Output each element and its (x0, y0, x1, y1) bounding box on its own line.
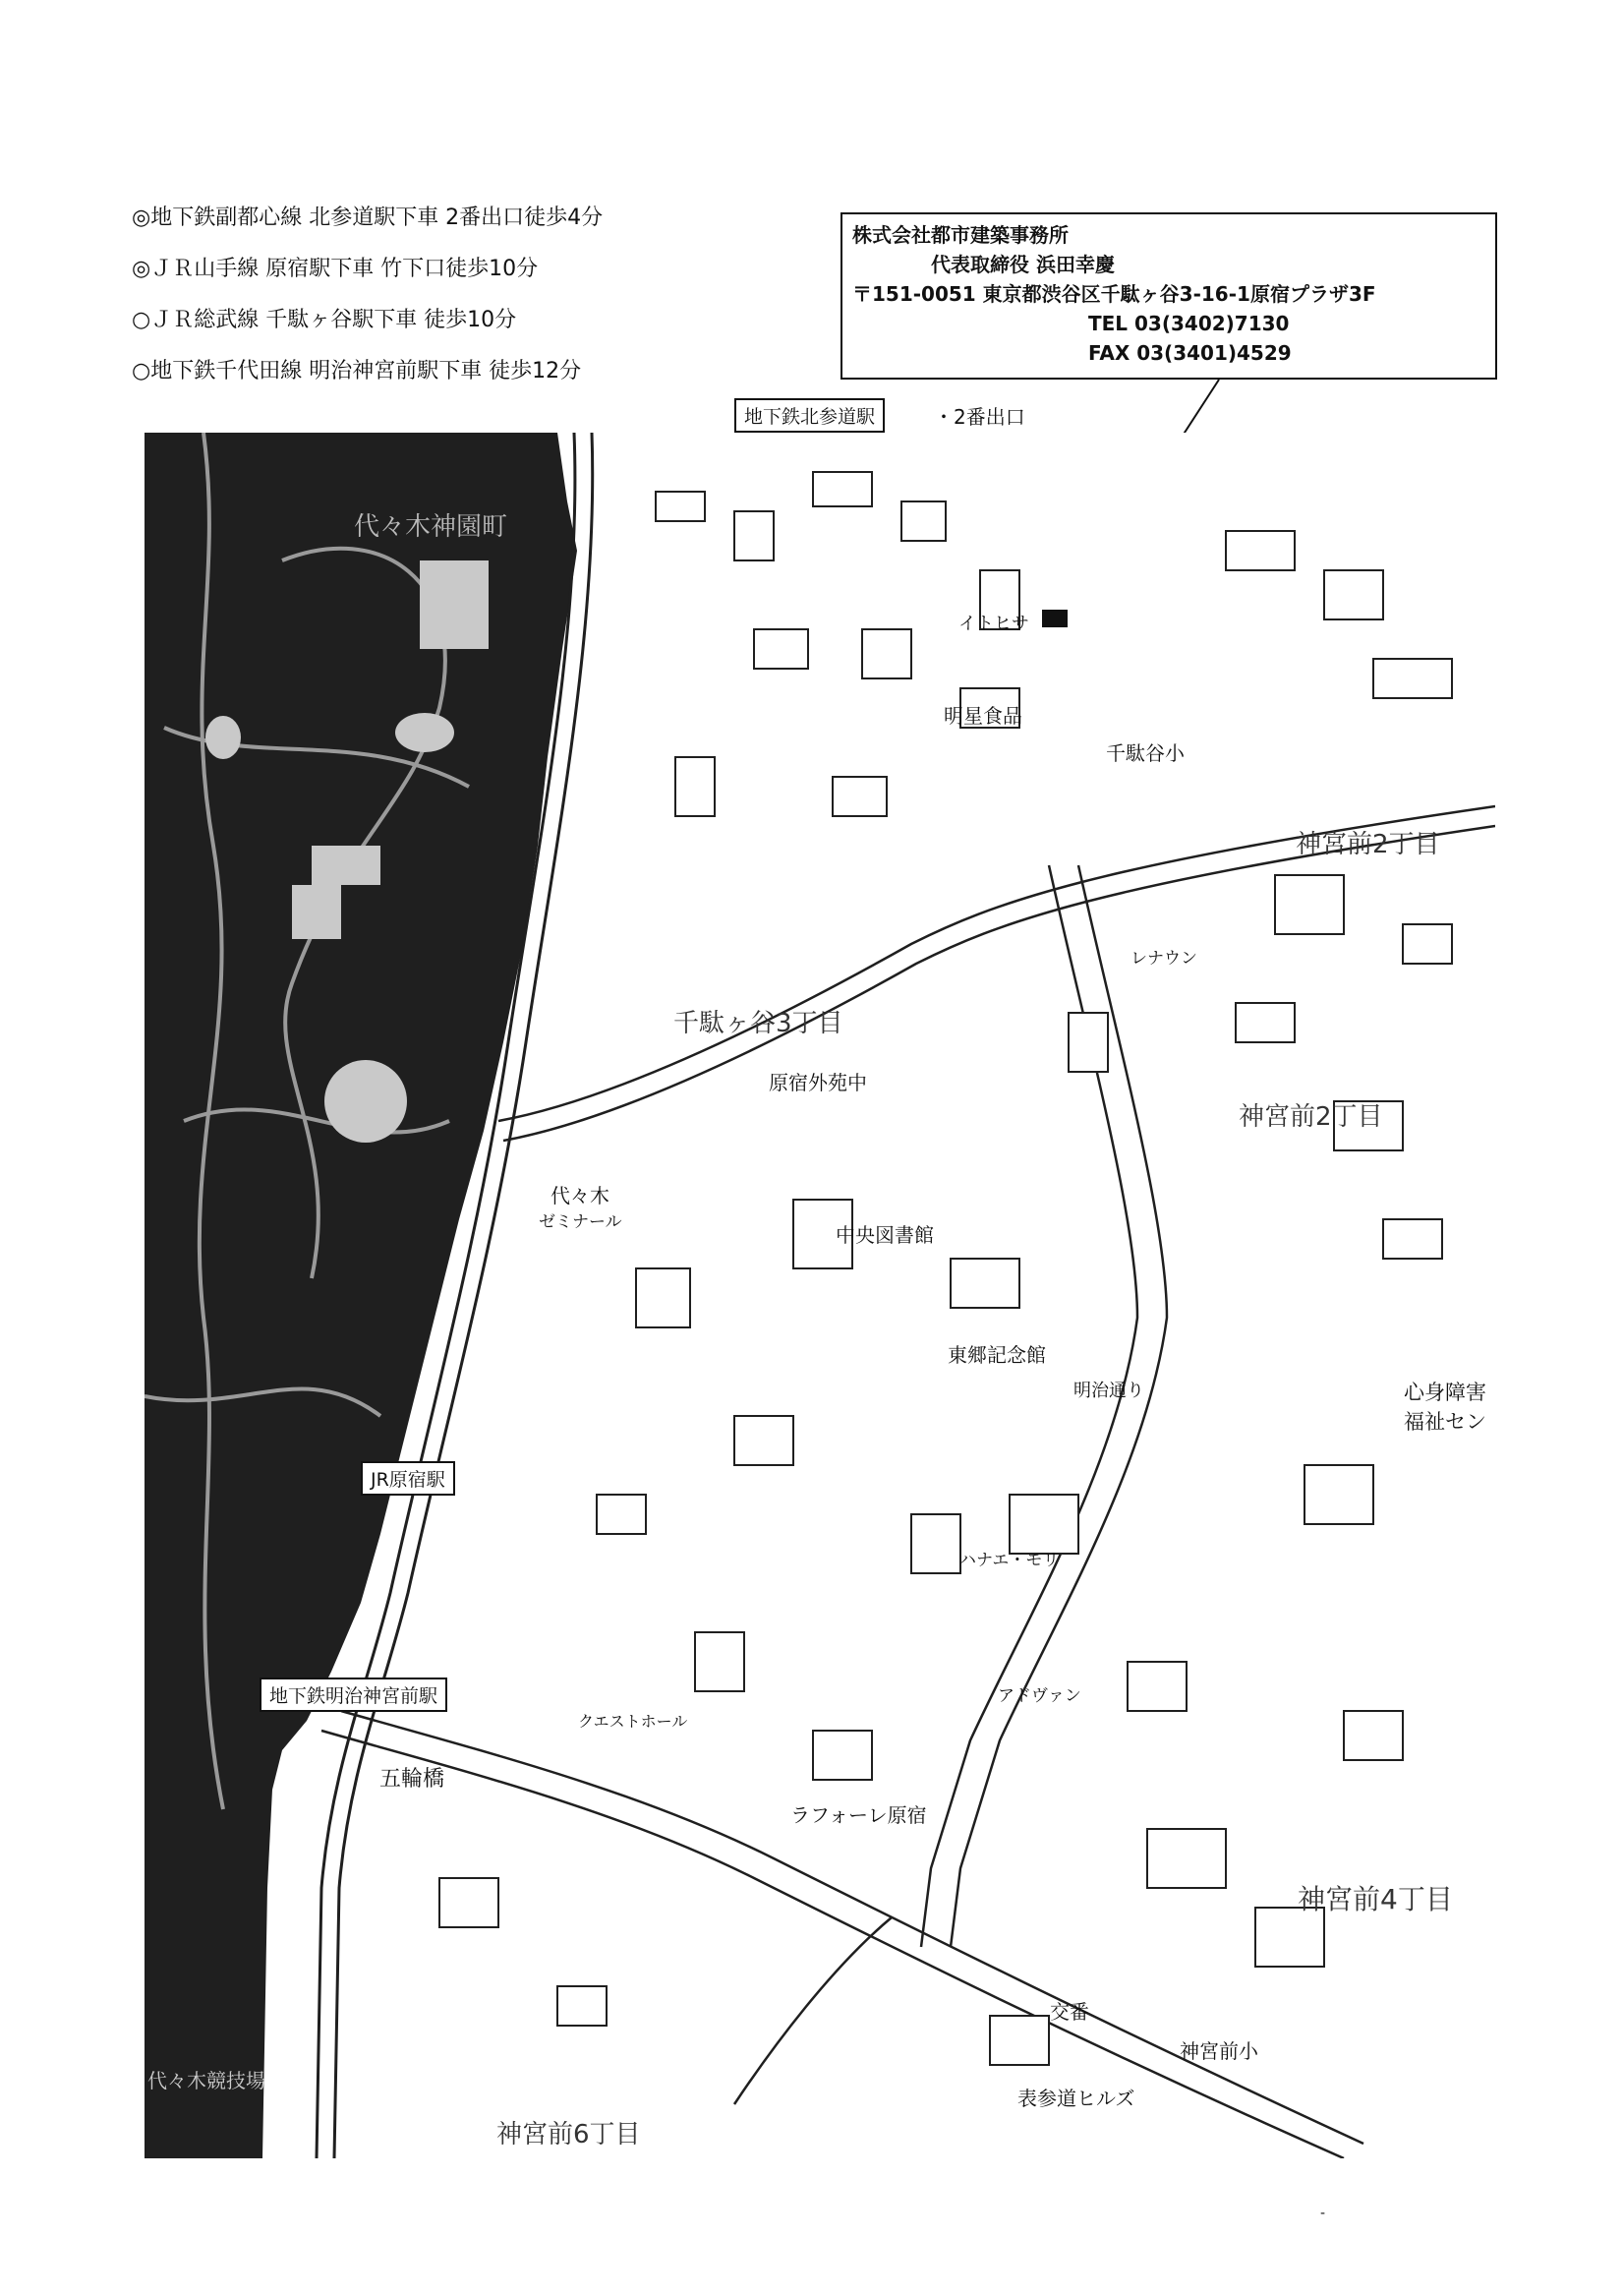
label-meiji-dori: 明治通り (1073, 1381, 1144, 1401)
label-yoyogi-seminar-1: 代々木 (551, 1184, 609, 1207)
label-quest: クエストホール (578, 1712, 688, 1731)
label-sendagaya-elem: 千駄谷小 (1106, 741, 1185, 765)
station-kitasando-label: 地下鉄北参道駅 (734, 398, 885, 433)
label-togo: 東郷記念館 (948, 1343, 1046, 1367)
label-myojo: 明星食品 (944, 704, 1022, 728)
label-jingumae-4: 神宮前4丁目 (1298, 1883, 1453, 1915)
label-itohisa: イトヒサ (958, 614, 1029, 634)
company-representative: 代表取締役 浜田幸慶 (931, 253, 1115, 276)
label-shinshin-1: 心身障害 (1404, 1381, 1486, 1404)
label-yoyogi-seminar-2: ゼミナール (539, 1212, 622, 1232)
access-line-4: ○地下鉄千代田線 明治神宮前駅下車 徒歩12分 (132, 359, 582, 383)
label-jingumae-6: 神宮前6丁目 (496, 2120, 641, 2149)
label-koban: 交番 (1050, 2000, 1089, 2024)
station-kitasando-exit: ・2番出口 (934, 405, 1025, 429)
station-harajuku-label: JR原宿駅 (361, 1461, 455, 1496)
footer-mark: - (1320, 2206, 1326, 2221)
label-yoyogi-stadium: 代々木競技場 (147, 2069, 265, 2092)
company-fax: FAX 03(3401)4529 (1088, 341, 1292, 365)
label-hanae: ハナエ・モリ (959, 1551, 1060, 1570)
station-meiji-label: 地下鉄明治神宮前駅 (260, 1678, 447, 1712)
office-marker-icon (1042, 610, 1068, 627)
label-harajuku-gaien: 原宿外苑中 (769, 1071, 867, 1094)
label-omotesando-hills: 表参道ヒルズ (1017, 2087, 1135, 2110)
label-central-library: 中央図書館 (836, 1223, 934, 1247)
area-map[interactable] (145, 433, 1495, 2158)
label-shinshin-2: 福祉セン (1404, 1410, 1486, 1434)
access-line-2: ◎ＪＲ山手線 原宿駅下車 竹下口徒歩10分 (132, 257, 539, 281)
label-jingumae-2a: 神宮前2丁目 (1296, 830, 1440, 859)
company-name: 株式会社都市建築事務所 (852, 223, 1069, 247)
company-address: 〒151-0051 東京都渋谷区千駄ヶ谷3-16-1原宿プラザ3F (852, 282, 1376, 306)
company-tel: TEL 03(3402)7130 (1088, 312, 1290, 335)
label-jingumae-elem: 神宮前小 (1180, 2039, 1258, 2063)
access-line-3: ○ＪＲ総武線 千駄ヶ谷駅下車 徒歩10分 (132, 308, 517, 332)
label-jingumae-2b: 神宮前2丁目 (1239, 1102, 1383, 1132)
label-etoile: アドヴァン (998, 1686, 1081, 1706)
access-line-1: ◎地下鉄副都心線 北参道駅下車 2番出口徒歩4分 (132, 206, 604, 230)
label-sendagaya-3: 千駄ヶ谷3丁目 (673, 1009, 843, 1038)
label-renown: レナウン (1130, 949, 1197, 969)
label-laforet: ラフォーレ原宿 (790, 1803, 927, 1827)
label-yoyogi-kamizono: 代々木神園町 (354, 512, 508, 542)
label-gorinbashi: 五輪橋 (379, 1767, 445, 1792)
